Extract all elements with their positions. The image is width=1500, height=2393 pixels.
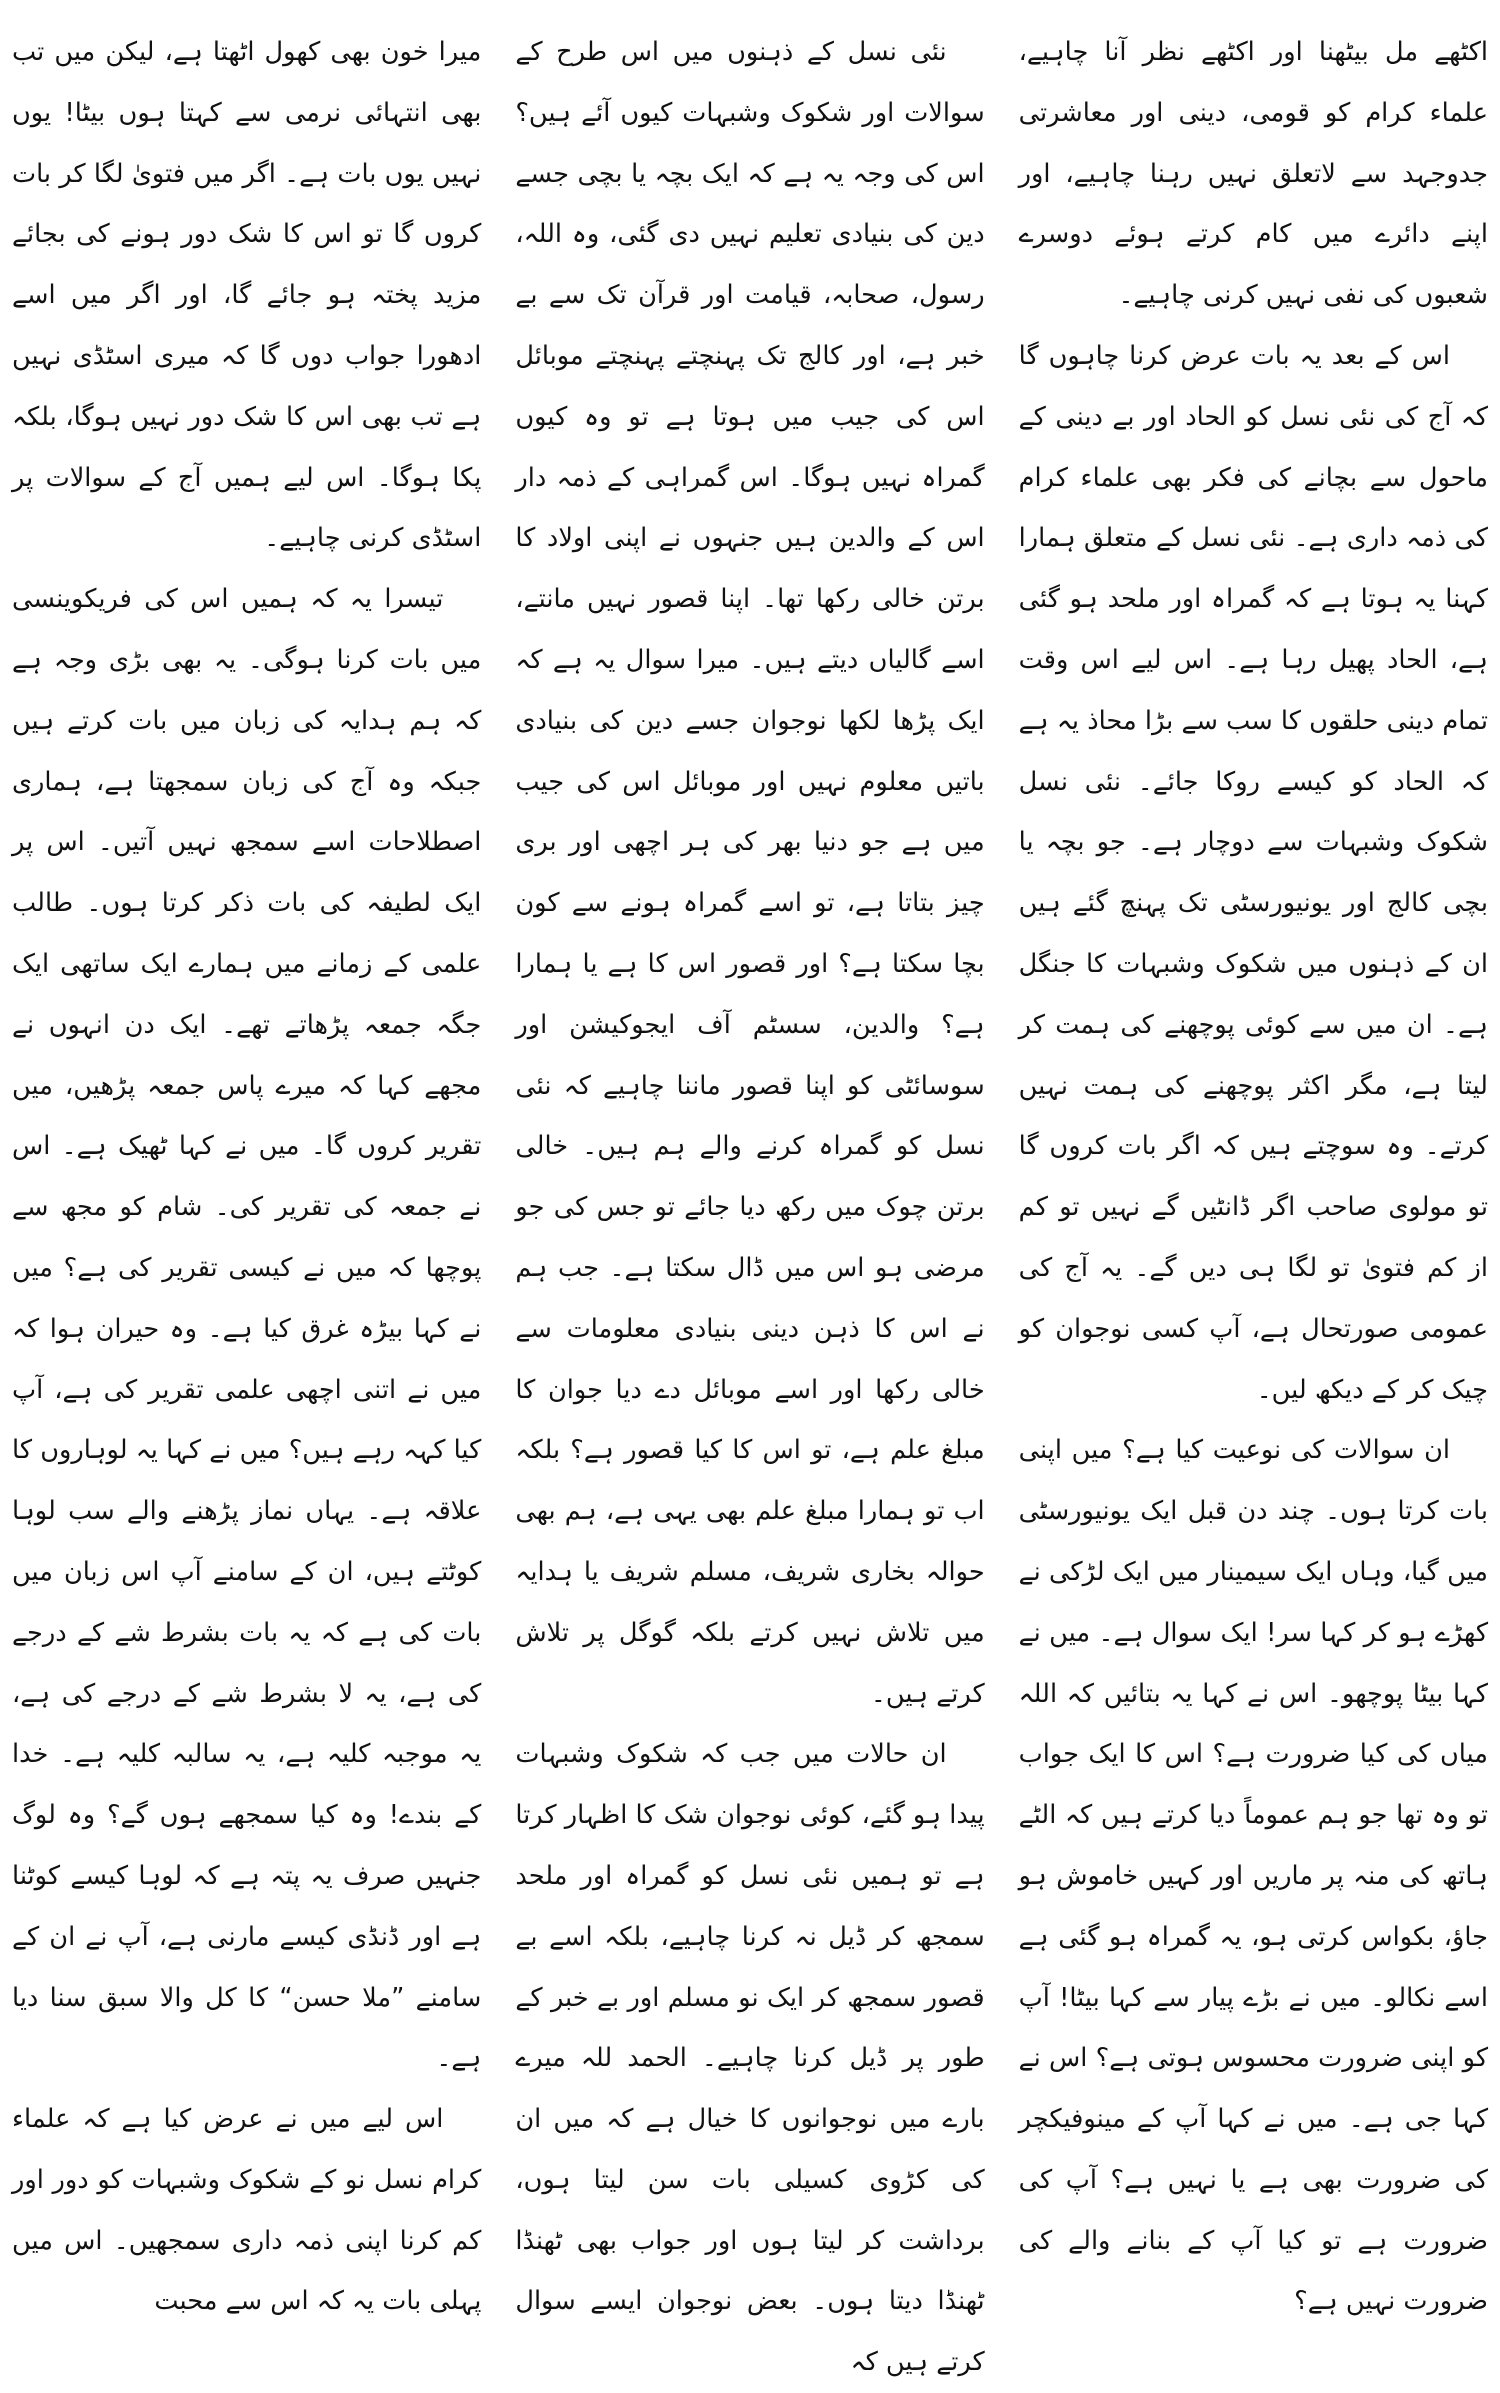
column-right — [1018, 22, 1488, 2317]
column-middle — [515, 22, 985, 2378]
paragraph: اس کے بعد یہ بات عرض کرنا چاہوں گا کہ آج کی نئی نسل کو الحاد اور بے دینی کے ماحول سے بچانے کی فکر بھی علماء کرام کی ذمہ داری ہے۔ نئی نسل کے متعلق ہمارا کہنا یہ ہوتا ہے کہ گمراہ اور ملحد ہو گئی ہے، الحاد پھیل رہا ہے۔ اس لیے اس وقت تمام دینی حلقوں کا سب سے بڑا محاذ یہ ہے کہ الحاد کو کیسے روکا جائے۔ نئی نسل شکوک وشبہات سے دوچار ہے۔ جو بچہ یا بچی کالج اور یونیورسٹی تک پہنچ گئے ہیں ان کے ذہنوں میں شکوک وشبہات کا جنگل ہے۔ ان میں سے کوئی پوچھنے کی ہمت کر لیتا ہے، مگر اکثر پوچھنے کی ہمت نہیں کرتے۔ وہ سوچتے ہیں کہ اگر بات کروں گا تو مولوی صاحب اگر ڈانٹیں گے نہیں تو کم از کم فتویٰ تو لگا ہی دیں گے۔ یہ آج کی عمومی صورتحال ہے، آپ کسی نوجوان کو چیک کر کے دیکھ لیں۔ — [1018, 340, 1488, 1405]
paragraph: تیسرا یہ کہ ہمیں اس کی فریکوینسی میں بات کرنا ہوگی۔ یہ بھی بڑی وجہ ہے کہ ہم ہدایہ کی زبان میں بات کرتے ہیں جبکہ وہ آج کی زبان سمجھتا ہے، ہماری اصطلاحات اسے سمجھ نہیں آتیں۔ اس پر ایک لطیفہ کی بات ذکر کرتا ہوں۔ طالب علمی کے زمانے میں ہمارے ایک ساتھی ایک جگہ جمعہ پڑھاتے تھے۔ ایک دن انہوں نے مجھے کہا کہ میرے پاس جمعہ پڑھیں، میں تقریر کروں گا۔ میں نے کہا ٹھیک ہے۔ اس نے جمعہ کی تقریر کی۔ شام کو مجھ سے پوچھا کہ میں نے کیسی تقریر کی ہے؟ میں نے کہا بیڑہ غرق کیا ہے۔ وہ حیران ہوا کہ میں نے اتنی اچھی علمی تقریر کی ہے، آپ کیا کہہ رہے ہیں؟ میں نے کہا یہ لوہاروں کا علاقہ ہے۔ یہاں نماز پڑھنے والے سب لوہا کوٹتے ہیں، ان کے سامنے آپ اس زبان میں بات کی ہے کہ یہ بات بشرط شے کے درجے کی ہے، یہ لا بشرط شے کے درجے کی ہے، یہ موجبہ کلیہ ہے، یہ سالبہ کلیہ ہے۔ خدا کے بندے! وہ کیا سمجھے ہوں گے؟ وہ لوگ جنہیں صرف یہ پتہ ہے کہ لوہا کیسے کوٹنا ہے اور ڈنڈی کیسے مارنی ہے، آپ نے ان کے سامنے ”ملا حسن“ کا کل والا سبق سنا دیا ہے۔ — [12, 584, 482, 2074]
paragraph: ان حالات میں جب کہ شکوک وشبہات پیدا ہو گئے، کوئی نوجوان شک کا اظہار کرتا ہے تو ہمیں نئی نسل کو گمراہ اور ملحد سمجھ کر ڈیل نہ کرنا چاہیے، بلکہ اسے بے قصور سمجھ کر ایک نو مسلم اور بے خبر کے طور پر ڈیل کرنا چاہیے۔ الحمد للہ میرے بارے میں نوجوانوں کا خیال ہے کہ میں ان کی کڑوی کسیلی بات سن لیتا ہوں، برداشت کر لیتا ہوں اور جواب بھی ٹھنڈا ٹھنڈا دیتا ہوں۔ بعض نوجوان ایسے سوال کرتے ہیں کہ — [515, 1739, 985, 2378]
paragraph: ان سوالات کی نوعیت کیا ہے؟ میں اپنی بات کرتا ہوں۔ چند دن قبل ایک یونیورسٹی میں گیا، وہاں ایک سیمینار میں ایک لڑکی نے کھڑے ہو کر کہا سر! ایک سوال ہے۔ میں نے کہا بیٹا پوچھو۔ اس نے کہا یہ بتائیں کہ اللہ میاں کی کیا ضرورت ہے؟ اس کا ایک جواب تو وہ تھا جو ہم عموماً دیا کرتے ہیں کہ الٹے ہاتھ کی منہ پر ماریں اور کہیں خاموش ہو جاؤ، بکواس کرتی ہو، یہ گمراہ ہو گئی ہے اسے نکالو۔ میں نے بڑے پیار سے کہا بیٹا! آپ کو اپنی ضرورت محسوس ہوتی ہے؟ اس نے کہا جی ہے۔ میں نے کہا آپ کے مینوفیکچر کی ضرورت بھی ہے یا نہیں ہے؟ آپ کی ضرورت ہے تو کیا آپ کے بنانے والے کی ضرورت نہیں ہے؟ — [1018, 1435, 1488, 2317]
paragraph: اکٹھے مل بیٹھنا اور اکٹھے نظر آنا چاہیے، علماء کرام کو قومی، دینی اور معاشرتی جدوجہد سے لاتعلق نہیں رہنا چاہیے، اور اپنے دائرے میں کام کرتے ہوئے دوسرے شعبوں کی نفی نہیں کرنی چاہیے۔ — [1018, 37, 1488, 311]
paragraph: نئی نسل کے ذہنوں میں اس طرح کے سوالات اور شکوک وشبہات کیوں آئے ہیں؟ اس کی وجہ یہ ہے کہ ایک بچہ یا بچی جسے دین کی بنیادی تعلیم نہیں دی گئی، وہ اللہ، رسول، صحابہ، قیامت اور قرآن تک سے بے خبر ہے، اور کالج تک پہنچتے پہنچتے موبائل اس کی جیب میں ہوتا ہے تو وہ کیوں گمراہ نہیں ہوگا۔ اس گمراہی کے ذمہ دار اس کے والدین ہیں جنہوں نے اپنی اولاد کا برتن خالی رکھا تھا۔ اپنا قصور نہیں مانتے، اسے گالیاں دیتے ہیں۔ میرا سوال یہ ہے کہ ایک پڑھا لکھا نوجوان جسے دین کی بنیادی باتیں معلوم نہیں اور موبائل اس کی جیب میں ہے جو دنیا بھر کی ہر اچھی اور بری چیز بتاتا ہے، تو اسے گمراہ ہونے سے کون بچا سکتا ہے؟ اور قصور اس کا ہے یا ہمارا ہے؟ والدین، سسٹم آف ایجوکیشن اور سوسائٹی کو اپنا قصور ماننا چاہیے کہ نئی نسل کو گمراہ کرنے والے ہم ہیں۔ خالی برتن چوک میں رکھ دیا جائے تو جس کی جو مرضی ہو اس میں ڈال سکتا ہے۔ جب ہم نے اس کا ذہن دینی بنیادی معلومات سے خالی رکھا اور اسے موبائل دے دیا جوان کا مبلغ علم ہے، تو اس کا کیا قصور ہے؟ بلکہ اب تو ہمارا مبلغ علم بھی یہی ہے، ہم بھی حوالہ بخاری شریف، مسلم شریف یا ہدایہ میں تلاش نہیں کرتے بلکہ گوگل پر تلاش کرتے ہیں۔ — [515, 37, 985, 1709]
paragraph: میرا خون بھی کھول اٹھتا ہے، لیکن میں تب بھی انتہائی نرمی سے کہتا ہوں بیٹا! یوں نہیں یوں بات ہے۔ اگر میں فتویٰ لگا کر بات کروں گا تو اس کا شک دور ہونے کی بجائے مزید پختہ ہو جائے گا، اور اگر میں اسے ادھورا جواب دوں گا کہ میری اسٹڈی نہیں ہے تب بھی اس کا شک دور نہیں ہوگا، بلکہ پکا ہوگا۔ اس لیے ہمیں آج کے سوالات پر اسٹڈی کرنی چاہیے۔ — [12, 37, 482, 554]
paragraph: اس لیے میں نے عرض کیا ہے کہ علماء کرام نسل نو کے شکوک وشبہات کو دور اور کم کرنا اپنی ذمہ داری سمجھیں۔ اس میں پہلی بات یہ کہ اس سے محبت — [12, 2104, 482, 2317]
column-left — [12, 22, 482, 2317]
